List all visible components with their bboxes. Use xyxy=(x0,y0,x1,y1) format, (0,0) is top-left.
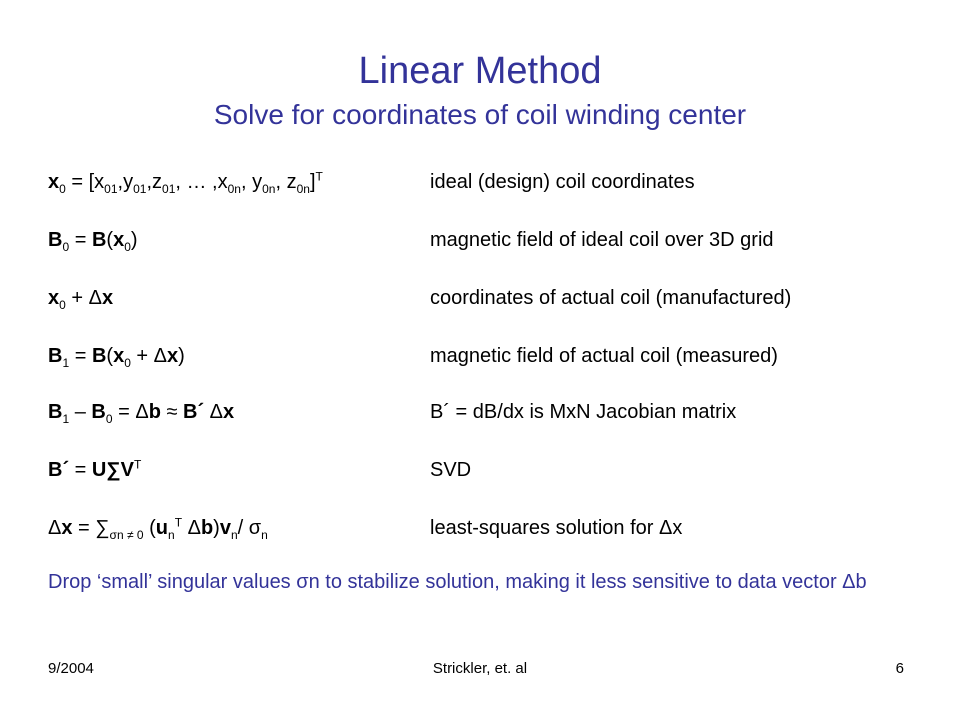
equation-row xyxy=(0,394,960,430)
equation-row xyxy=(0,164,960,200)
equation-description: magnetic field of actual coil (measured) xyxy=(430,345,778,367)
equation-description: magnetic field of ideal coil over 3D grid xyxy=(430,229,774,251)
stabilization-note: Drop ‘small’ singular values σn to stabilize solution, making it less sensitive to data vector Δb xyxy=(48,571,867,593)
equation-row xyxy=(0,452,960,488)
equation-row xyxy=(0,280,960,316)
equation: B´ = $U\sum V^T$ xyxy=(48,457,142,481)
footer-author: Strickler, et. al xyxy=(432,660,528,677)
equation-description: SVD xyxy=(430,459,472,481)
equation: $\Delta x = \sum_{\sigma n \ne 0}$ ($u_n^T$ $\Delta b)v_n/$ $\sigma_n$ xyxy=(48,515,268,542)
equation: $B_1 - B_0 = \Delta b$ ≈ B´ Δx xyxy=(48,401,235,426)
equation: $B_1 = B(x_0 + \Delta x)$ xyxy=(48,345,185,370)
equation-row xyxy=(0,338,960,374)
equation: $B_0 = B(x_0)$ xyxy=(48,229,138,254)
equation-description: B´ = dB/dx is MxN Jacobian matrix xyxy=(430,401,737,423)
slide-title: Linear Method xyxy=(358,50,602,92)
equation: $x_0 = [x_{01},y_{01},z_{01}$, … $,x_{0n}$, $y_{0n}$, $z_{0n}]^T$ xyxy=(48,169,323,196)
equation-description: coordinates of actual coil (manufactured) xyxy=(430,287,792,309)
equation-description: ideal (design) coil coordinates xyxy=(430,171,695,193)
equation-row xyxy=(0,510,960,546)
footer-date: 9/2004 xyxy=(48,660,94,677)
equation-description: least-squares solution for Δx xyxy=(430,517,683,539)
slide-subtitle: Solve for coordinates of coil winding center xyxy=(213,99,747,130)
footer-page-number: 6 xyxy=(895,660,904,677)
equation-row xyxy=(0,222,960,258)
equation: $x_0 + \Delta x$ xyxy=(48,287,114,312)
